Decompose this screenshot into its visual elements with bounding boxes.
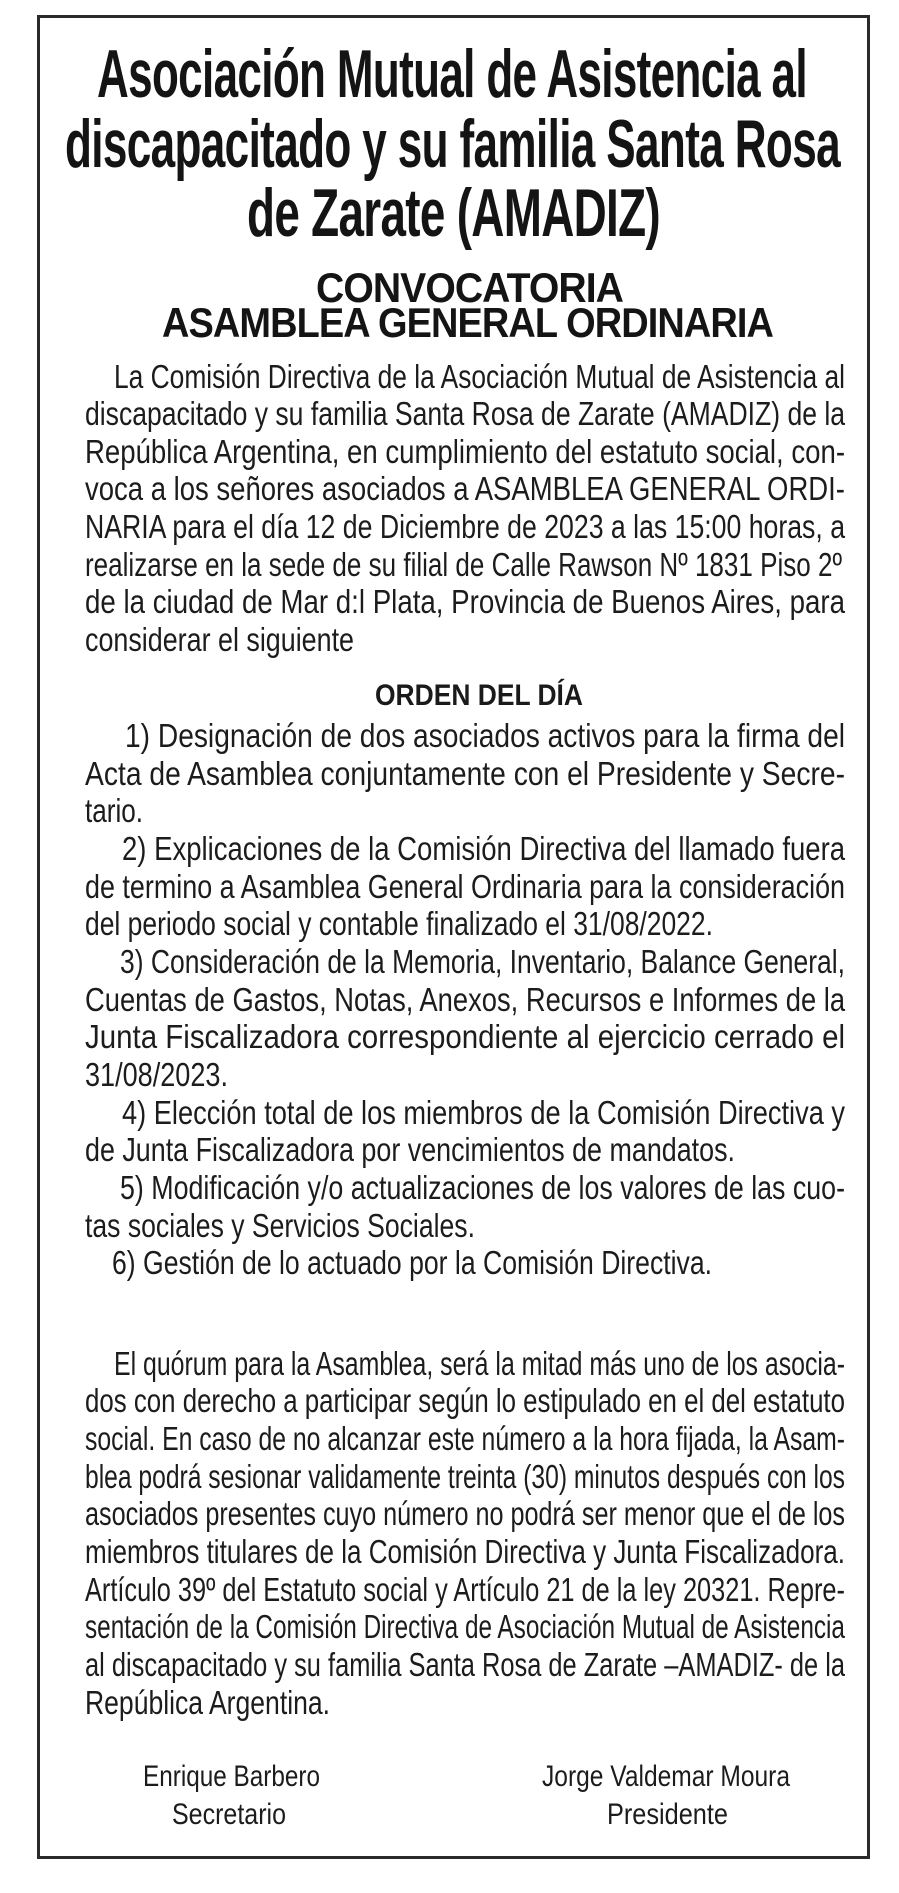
intro-line: NARIA para el día 12 de Diciembre de 2023 a las 15:00 horas, a: [85, 507, 846, 545]
quorum-line: social. En caso de no alcanzar este número a la hora fijada, la Asam-: [85, 1419, 846, 1457]
agenda-line: 31/08/2023.: [85, 1055, 228, 1093]
intro-line: La Comisión Directiva de la Asociación Mutual de Asistencia al: [114, 357, 845, 395]
agenda-heading: ORDEN DEL DÍA: [375, 679, 583, 713]
intro-line: de la ciudad de Mar d:l Plata, Provincia de Buenos Aires, para: [85, 582, 846, 620]
quorum-line: sentación de la Comisión Directiva de Asociación Mutual de Asistencia: [85, 1607, 845, 1645]
agenda-line: del periodo social y contable finalizado el 31/08/2022.: [85, 904, 713, 942]
agenda-line: Junta Fiscalizadora correspondiente al ejercicio cerrado el: [85, 1017, 846, 1055]
title-line-3: de Zarate (AMADIZ): [247, 174, 660, 251]
agenda-line: tario.: [85, 791, 144, 829]
quorum-line: dos con derecho a participar según lo estipulado en el del estatuto: [85, 1381, 845, 1419]
agenda-line: Cuentas de Gastos, Notas, Anexos, Recursos e Informes de la: [85, 980, 846, 1018]
agenda-line: 1) Designación de dos asociados activos para la firma del: [125, 716, 846, 754]
subtitle-asamblea: ASAMBLEA GENERAL ORDINARIA: [162, 298, 774, 346]
agenda-line: de termino a Asamblea General Ordinaria para la consideración: [85, 867, 846, 905]
signature-role-left: Secretario: [172, 1798, 286, 1832]
intro-line: República Argentina, en cumplimiento del estatuto social, con-: [85, 432, 846, 470]
agenda-line: 6) Gestión de lo actuado por la Comisión Directiva.: [112, 1243, 713, 1281]
signature-name-right: Jorge Valdemar Moura: [542, 1760, 791, 1794]
agenda-line: de Junta Fiscalizadora por vencimientos de mandatos.: [85, 1130, 735, 1168]
agenda-line: 2) Explicaciones de la Comisión Directiva del llamado fuera: [122, 829, 846, 867]
signature-role-right: Presidente: [607, 1798, 729, 1832]
quorum-line: al discapacitado y su familia Santa Rosa de Zarate –AMADIZ- de la: [85, 1645, 846, 1683]
agenda-line: Acta de Asamblea conjuntamente con el Presidente y Secre-: [85, 754, 845, 792]
quorum-line: Artículo 39º del Estatuto social y Artículo 21 de la ley 20321. Repre-: [85, 1570, 845, 1608]
intro-line: discapacitado y su familia Santa Rosa de Zarate (AMADIZ) de la: [85, 394, 846, 432]
agenda-line: 5) Modificación y/o actualizaciones de los valores de las cuo-: [120, 1168, 845, 1206]
agenda-line: tas sociales y Servicios Sociales.: [85, 1206, 475, 1244]
signature-name-left: Enrique Barbero: [143, 1760, 321, 1794]
subtitle-convocatoria: CONVOCATORIA: [316, 263, 623, 311]
agenda-line: 3) Consideración de la Memoria, Inventario, Balance General,: [120, 942, 845, 980]
intro-line: considerar el siguiente: [85, 620, 355, 658]
quorum-line: blea podrá sesionar validamente treinta (30) minutos después con los: [85, 1457, 846, 1495]
quorum-line: República Argentina.: [85, 1683, 331, 1721]
agenda-line: 4) Elección total de los miembros de la Comisión Directiva y: [122, 1093, 846, 1131]
title-line-2: discapacitado y su familia Santa Rosa: [65, 105, 840, 182]
title-line-1: Asociación Mutual de Asistencia al: [97, 35, 807, 112]
quorum-line: asociados presentes cuyo número no podrá ser menor que el de los: [85, 1494, 846, 1532]
quorum-line: El quórum para la Asamblea, será la mitad más uno de los asocia-: [114, 1344, 846, 1382]
quorum-line: miembros titulares de la Comisión Directiva y Junta Fiscalizadora.: [85, 1532, 845, 1570]
intro-line: realizarse en la sede de su filial de Calle Rawson Nº 1831 Piso 2º: [85, 545, 842, 583]
intro-line: voca a los señores asociados a ASAMBLEA GENERAL ORDI-: [85, 469, 845, 507]
